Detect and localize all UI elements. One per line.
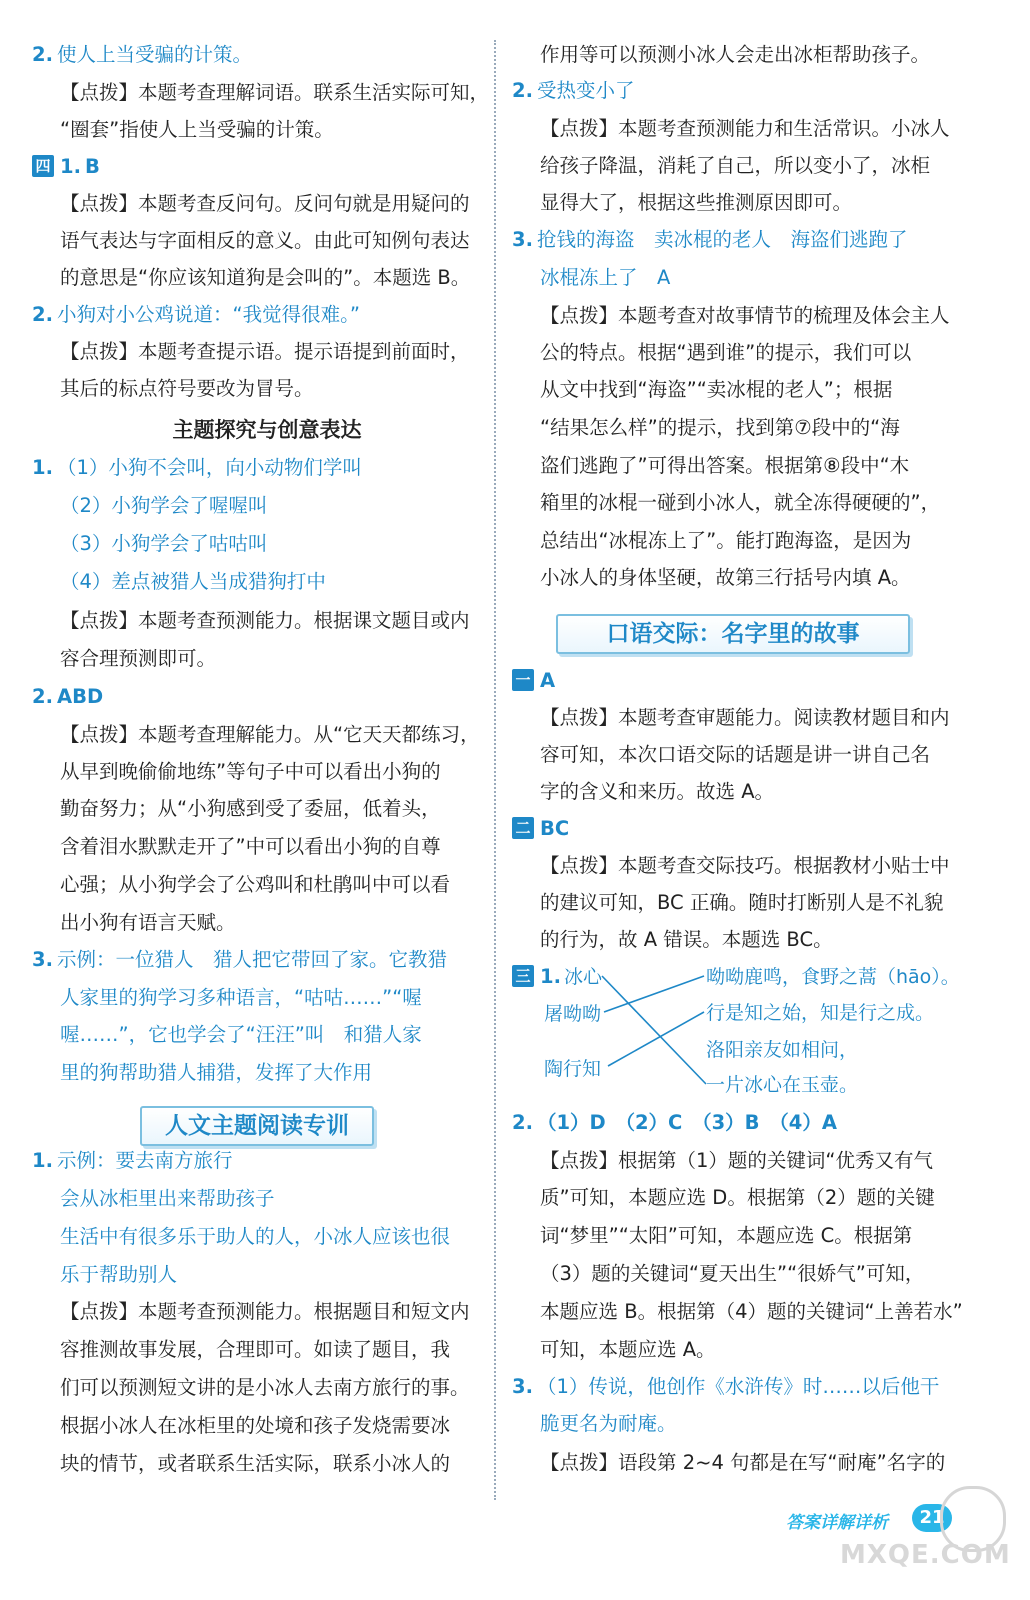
explanation-line: 【点拨】本题考查理解词语。联系生活实际可知，: [60, 81, 490, 104]
answer-text: 喔……”，它也学会了“汪汪”叫 和猎人家: [60, 1023, 422, 1046]
explanation-line: 词“梦里”“太阳”可知，本题应选 C。根据第: [540, 1224, 913, 1247]
explanation-line: 块的情节，或者联系生活实际，联系小冰人的: [60, 1452, 451, 1475]
explanation-line: 容可知，本次口语交际的话题是讲一讲自己名: [540, 743, 931, 766]
match-right-item: 呦呦鹿鸣，食野之蒿（hāo）。: [706, 966, 960, 988]
watermark: MXQE.COM: [840, 1540, 1011, 1570]
answer-line: [512, 1374, 939, 1400]
explanation-line: 总结出“冰棍冻上了”。能打跑海盗，是因为: [540, 529, 912, 552]
explanation-line: 【点拨】本题考查提示语。提示语提到前面时，: [60, 340, 470, 363]
explanation-line: 作用等可以预测小冰人会走出冰柜帮助孩子。: [540, 43, 931, 66]
question-number: 3.: [512, 1375, 533, 1398]
match-right-item: 行是知之始，知是行之成。: [706, 1002, 935, 1024]
answer-text: （2）小狗学会了喔喔叫: [60, 494, 268, 517]
answer-text: ABD: [56, 685, 104, 708]
explanation-line: 语气表达与字面相反的意义。由此可知例句表达: [60, 229, 470, 252]
explanation-line: 公的特点。根据“遇到谁”的提示，我们可以: [540, 341, 912, 364]
answer-text: 示例：要去南方旅行: [56, 1149, 233, 1172]
match-right-item: 一片冰心在玉壶。: [706, 1074, 859, 1096]
question-number: 1.: [60, 155, 81, 178]
answer-text: 会从冰柜里出来帮助孩子: [60, 1187, 275, 1210]
answer-text: B: [84, 155, 100, 178]
answer-text: 生活中有很多乐于助人的人，小冰人应该也很: [60, 1225, 451, 1248]
section-four-answer: [32, 154, 100, 180]
explanation-line: 【点拨】本题考查反问句。反问句就是用疑问的: [60, 192, 470, 215]
explanation-line: 字的含义和来历。故选 A。: [540, 780, 775, 803]
question-number: 1.: [32, 456, 53, 479]
answer-text: （3）小狗学会了咕咕叫: [60, 532, 268, 555]
question-number: 1.: [32, 1149, 53, 1172]
answer-text: BC: [540, 817, 570, 840]
answer-line: [32, 302, 360, 328]
explanation-line: 从文中找到“海盗”“卖冰棍的老人”；根据: [540, 378, 893, 401]
answer-text: A: [540, 669, 556, 692]
column-divider: [494, 40, 496, 1500]
explanation-line: 【点拨】本题考查预测能力。根据题目和短文内: [60, 1300, 470, 1323]
explanation-line: 质”可知，本题应选 D。根据第（2）题的关键: [540, 1186, 935, 1209]
answer-text: 示例：一位猎人 猎人把它带回了家。它教猎: [56, 948, 447, 971]
matching-lines: [512, 950, 982, 1100]
match-left-item: 冰心: [564, 966, 603, 988]
explanation-line: 【点拨】本题考查交际技巧。根据教材小贴士中: [540, 854, 950, 877]
question-number: 2.: [512, 79, 533, 102]
explanation-line: 容合理预测即可。: [60, 647, 217, 670]
answer-line: [512, 227, 908, 253]
explanation-line: 根据小冰人在冰柜里的处境和孩子发烧需要冰: [60, 1414, 451, 1437]
answer-line: [512, 1110, 837, 1136]
explanation-line: 出小狗有语言天赋。: [60, 911, 236, 934]
answer-text: （1）传说，他创作《水浒传》时……以后他干: [536, 1375, 940, 1398]
explanation-line: “圈套”指使人上当受骗的计策。: [60, 118, 334, 141]
match-right-item: 洛阳亲友如相问，: [706, 1039, 859, 1061]
explanation-line: 【点拨】本题考查预测能力。根据课文题目或内: [60, 609, 470, 632]
explanation-line: 的意思是“你应该知道狗是会叫的”。本题选 B。: [60, 266, 471, 289]
explanation-line: 箱里的冰棍一碰到小冰人，就全冻得硬硬的”，: [540, 491, 941, 514]
explanation-line: 【点拨】语段第 2~4 句都是在写“耐庵”名字的: [540, 1451, 946, 1474]
section-badge: 四: [32, 155, 54, 177]
section-two-answer: [512, 816, 569, 842]
answer-text: 使人上当受骗的计策。: [56, 43, 252, 66]
explanation-line: 小冰人的身体坚硬，故第三行括号内填 A。: [540, 566, 911, 589]
match-left-item: 屠呦呦: [544, 1003, 602, 1025]
answer-text: 抢钱的海盗 卖冰棍的老人 海盗们逃跑了: [536, 228, 908, 251]
answer-line: [32, 1148, 233, 1174]
question-number: 3.: [512, 228, 533, 251]
explanation-line: 的行为，故 A 错误。本题选 BC。: [540, 928, 833, 951]
answer-text: （1）小狗不会叫，向小动物们学叫: [56, 456, 362, 479]
section-badge: 三: [512, 965, 534, 987]
answer-text: （4）差点被猎人当成猎狗打中: [60, 570, 326, 593]
answer-text: 受热变小了: [536, 79, 635, 102]
question-number: 1.: [540, 965, 561, 988]
match-line: [608, 1012, 704, 1066]
answer-text: 脆更名为耐庵。: [540, 1412, 677, 1435]
answer-text: 乐于帮助别人: [60, 1263, 178, 1286]
match-left-item: 陶行知: [544, 1058, 602, 1080]
section-banner: 口语交际：名字里的故事: [556, 614, 910, 654]
question-number: 2.: [32, 685, 53, 708]
explanation-line: 可知，本题应选 A。: [540, 1338, 716, 1361]
explanation-line: 【点拨】本题考查审题能力。阅读教材题目和内: [540, 706, 950, 729]
answer-text: 人家里的狗学习多种语言，“咕咕……”“喔: [60, 986, 422, 1009]
question-number: 3.: [32, 948, 53, 971]
answer-line: [32, 684, 103, 710]
explanation-line: 【点拨】本题考查对故事情节的梳理及体会主人: [540, 304, 950, 327]
section-badge: 一: [512, 669, 534, 691]
question-number: 2.: [512, 1111, 533, 1134]
explanation-line: 含着泪水默默走开了”中可以看出小狗的自尊: [60, 835, 441, 858]
answer-line: [32, 455, 362, 481]
section-banner: 人文主题阅读专训: [140, 1106, 374, 1146]
answer-line: [32, 42, 252, 68]
question-number: 2.: [32, 303, 53, 326]
explanation-line: 本题应选 B。根据第（4）题的关键词“上善若水”: [540, 1300, 963, 1323]
explanation-line: 从早到晚偷偷地练”等句子中可以看出小狗的: [60, 760, 441, 783]
footer-label: 答案详解详析: [786, 1513, 888, 1533]
section-one-answer: [512, 668, 555, 694]
answer-text: 里的狗帮助猎人捕猎，发挥了大作用: [60, 1061, 373, 1084]
explanation-line: 盗们逃跑了”可得出答案。根据第⑧段中“木: [540, 454, 910, 477]
question-number: 2.: [32, 43, 53, 66]
explanation-line: 心强；从小狗学会了公鸡叫和杜鹃叫中可以看: [60, 873, 451, 896]
answer-line: [512, 78, 635, 104]
explanation-line: 显得大了，根据这些推测原因即可。: [540, 191, 853, 214]
explanation-line: 【点拨】本题考查理解能力。从“它天天都练习，: [60, 723, 480, 746]
match-line: [602, 976, 706, 1084]
answer-text: （1）D （2）C （3）B （4）A: [536, 1111, 837, 1134]
answer-line: [32, 947, 447, 973]
explanation-line: 勤奋努力；从“小狗感到受了委屈，低着头，: [60, 797, 441, 820]
explanation-line: 【点拨】本题考查预测能力和生活常识。小冰人: [540, 117, 950, 140]
explanation-line: 容推测故事发展，合理即可。如读了题目，我: [60, 1338, 451, 1361]
explanation-line: “结果怎么样”的提示，找到第⑦段中的“海: [540, 416, 900, 439]
section-badge: 二: [512, 817, 534, 839]
explanation-line: 的建议可知，BC 正确。随时打断别人是不礼貌: [540, 891, 944, 914]
explanation-line: （3）题的关键词“夏天出生”“很娇气”可知，: [540, 1262, 925, 1285]
explanation-line: 给孩子降温，消耗了自己，所以变小了，冰柜: [540, 154, 931, 177]
explanation-line: 其后的标点符号要改为冒号。: [60, 377, 314, 400]
page-number: 21: [912, 1504, 952, 1532]
explanation-line: 【点拨】根据第（1）题的关键词“优秀又有气: [540, 1149, 934, 1172]
explanation-line: 们可以预测短文讲的是小冰人去南方旅行的事。: [60, 1376, 470, 1399]
answer-text: 冰棍冻上了 A: [540, 266, 671, 289]
answer-text: 小狗对小公鸡说道：“我觉得很难。”: [56, 303, 360, 326]
section-title: 主题探究与创意表达: [172, 418, 362, 442]
